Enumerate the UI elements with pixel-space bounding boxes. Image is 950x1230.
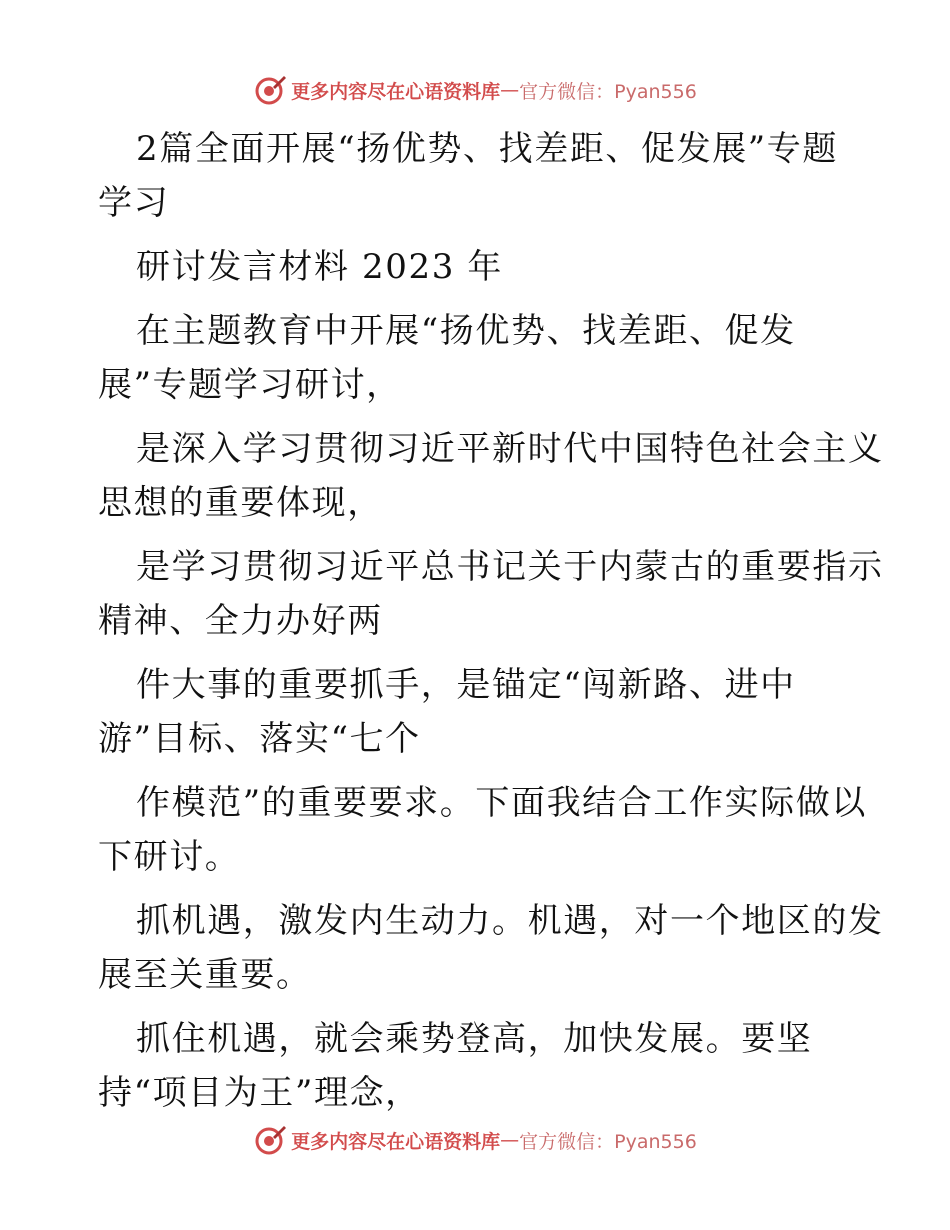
header-site-name: 更多内容尽在心语资料库	[291, 80, 501, 103]
paragraph-line: 展”专题学习研讨，	[98, 365, 402, 405]
paragraph-line: 持“项目为王”理念，	[98, 1073, 421, 1113]
pen-circle-logo-icon	[253, 73, 287, 107]
header-wechat: 官方微信：Pyan556	[519, 80, 697, 103]
footer-site-name: 更多内容尽在心语资料库	[291, 1130, 501, 1153]
footer-wechat: 官方微信：Pyan556	[519, 1130, 697, 1153]
paragraph-line: 思想的重要体现，	[98, 483, 383, 523]
title-line-1: 2篇全面开展“扬优势、找差距、促发展”专题	[136, 129, 838, 169]
paragraph-line: 件大事的重要抓手，是锚定“闯新路、进中	[136, 665, 796, 705]
paragraph-line: 作模范”的重要要求。下面我结合工作实际做以	[136, 783, 867, 823]
paragraph-line: 精神、全力办好两	[98, 601, 383, 641]
pen-circle-logo-icon	[253, 1123, 287, 1157]
paragraph-line: 在主题教育中开展“扬优势、找差距、促发	[136, 311, 796, 351]
paragraph-line: 是深入学习贯彻习近平新时代中国特色社会主义	[136, 429, 884, 469]
header-watermark	[0, 70, 950, 110]
paragraph-line: 抓住机遇，就会乘势登高，加快发展。要坚	[136, 1019, 813, 1059]
paragraph-line: 游”目标、落实“七个	[98, 719, 421, 759]
title-line-2: 学习	[98, 183, 170, 223]
paragraph-line: 展至关重要。	[98, 955, 312, 995]
paragraph-line: 抓机遇，激发内生动力。机遇，对一个地区的发	[136, 901, 884, 941]
document-body	[98, 122, 884, 1120]
paragraph-line: 下研讨。	[98, 837, 241, 877]
footer-separator: —	[500, 1129, 520, 1151]
footer-watermark	[0, 1120, 950, 1160]
subtitle-line: 研讨发言材料 2023 年	[136, 247, 503, 287]
header-separator: —	[500, 79, 520, 101]
paragraph-line: 是学习贯彻习近平总书记关于内蒙古的重要指示	[136, 547, 884, 587]
